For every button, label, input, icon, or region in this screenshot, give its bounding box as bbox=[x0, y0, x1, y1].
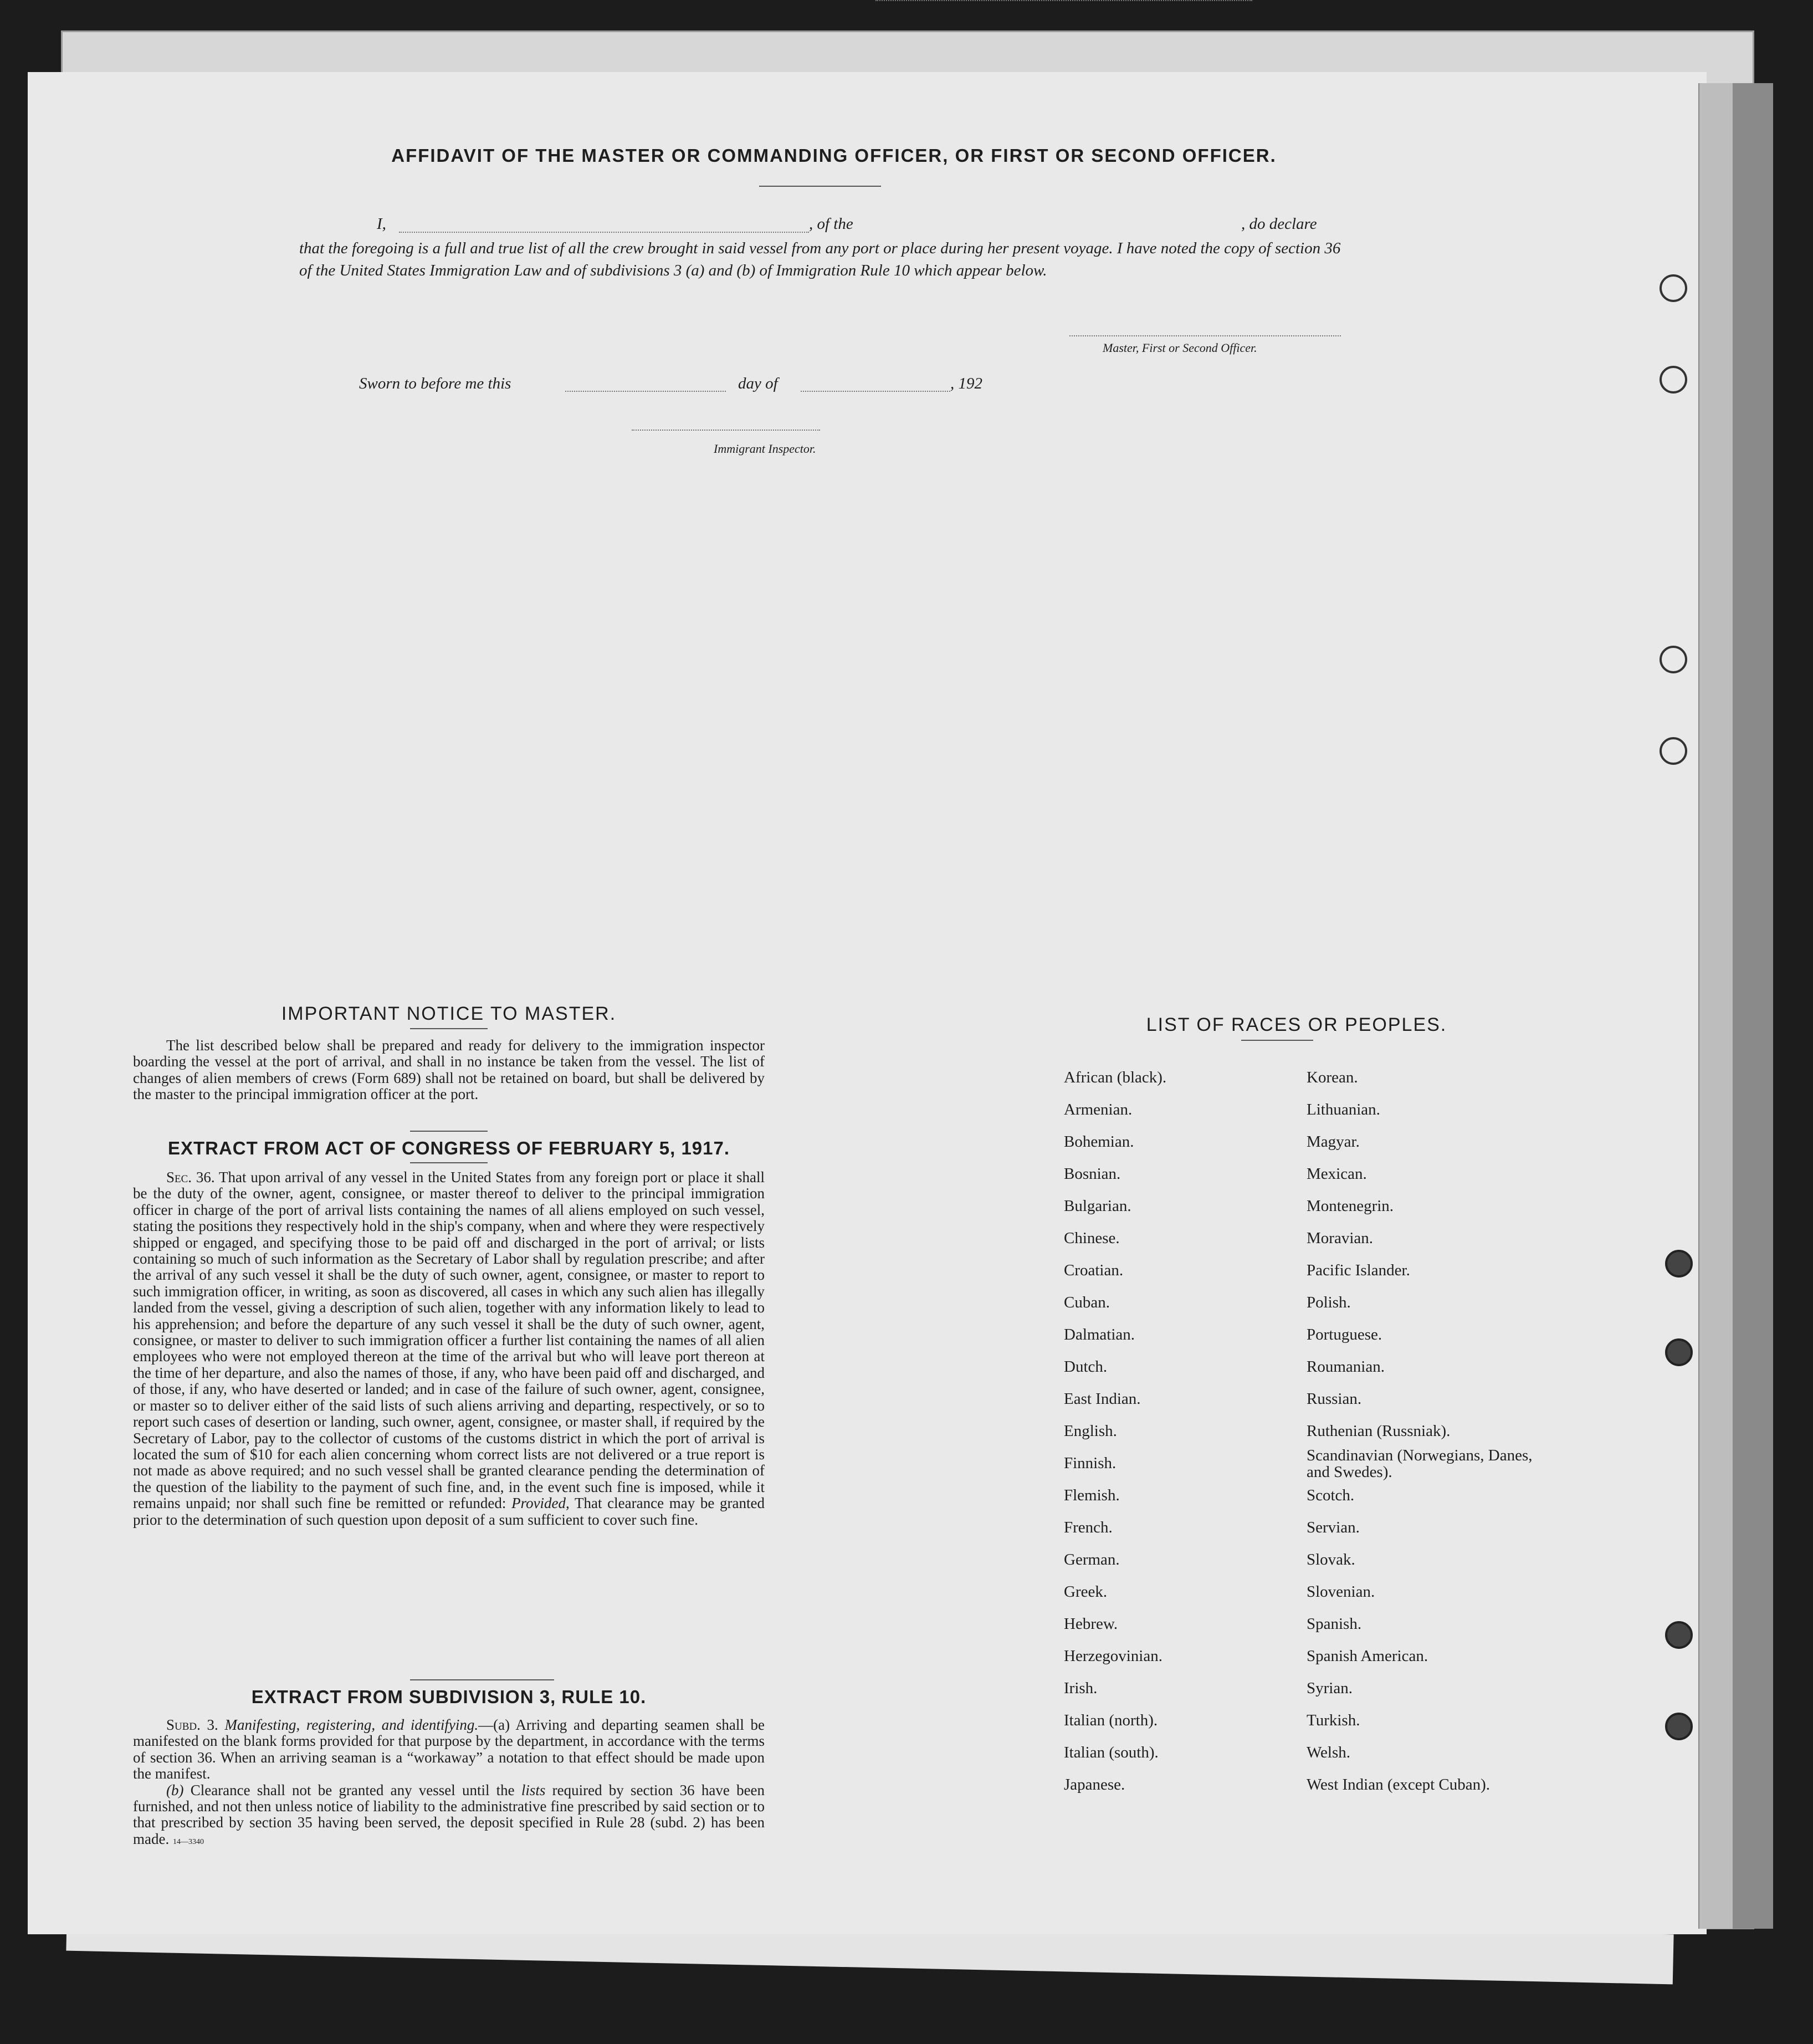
sworn-month-field[interactable] bbox=[801, 391, 950, 392]
act-extract-title: EXTRACT FROM ACT OF CONGRESS OF FEBRUARY 5, 1917. bbox=[167, 1138, 730, 1158]
affidavit-i: I, bbox=[377, 215, 386, 233]
affidavit-title: AFFIDAVIT OF THE MASTER OR COMMANDING OFFICER, OR FIRST OR SECOND OFFICER. bbox=[391, 145, 1277, 166]
officer-signature-label: Master, First or Second Officer. bbox=[1103, 341, 1257, 355]
race-item: Greek. bbox=[1064, 1583, 1108, 1601]
punch-hole-icon bbox=[1660, 274, 1687, 302]
affidavit-body: that the foregoing is a full and true list of all the crew brought in said vessel from any port or place during her present voyage. I have noted the copy of section 36 of the United States Immigration Law and of subdivisions 3 (a) and (b) of Immigration Rule 10 which appear below. bbox=[299, 239, 1341, 279]
act-extract-body bbox=[133, 1169, 765, 1528]
sworn-text: Sworn to before me this bbox=[359, 375, 511, 392]
race-item: Japanese. bbox=[1064, 1776, 1125, 1793]
race-item: Syrian. bbox=[1307, 1679, 1353, 1697]
para-b-mark: (b) bbox=[166, 1781, 184, 1798]
race-item: Lithuanian. bbox=[1307, 1101, 1380, 1118]
race-item: Turkish. bbox=[1307, 1711, 1360, 1729]
race-item: Italian (south). bbox=[1064, 1744, 1159, 1761]
affidavit-vessel-field[interactable] bbox=[875, 0, 1252, 1]
race-item: African (black). bbox=[1064, 1069, 1167, 1086]
section-label: Sec. 36. bbox=[166, 1169, 215, 1185]
race-item: German. bbox=[1064, 1551, 1120, 1568]
race-item: Dalmatian. bbox=[1064, 1326, 1135, 1343]
race-item: Bosnian. bbox=[1064, 1165, 1121, 1183]
para-b-end: required by section 36 have been furnished, and not then unless notice of liability to the administrative fine prescribed by said section or to that prescribed by section 35 having been served, the deposit specified in Rule 28 (subd. 2) has been made. bbox=[133, 1781, 765, 1847]
race-item: Scotch. bbox=[1307, 1486, 1355, 1504]
inspector-label: Immigrant Inspector. bbox=[714, 442, 816, 456]
race-item: Welsh. bbox=[1307, 1744, 1351, 1761]
sworn-day-of: day of bbox=[738, 375, 778, 392]
races-list-left bbox=[1064, 1061, 1166, 1801]
races-list-right bbox=[1307, 1061, 1550, 1801]
race-item: Polish. bbox=[1307, 1294, 1351, 1311]
rule-extract-title: EXTRACT FROM SUBDIVISION 3, RULE 10. bbox=[251, 1687, 647, 1707]
page-edge bbox=[1698, 83, 1733, 1929]
form-number: 14—3340 bbox=[172, 1837, 204, 1846]
race-item: Moravian. bbox=[1307, 1229, 1373, 1247]
race-item: Hebrew. bbox=[1064, 1615, 1118, 1633]
act-provided: Provided, bbox=[511, 1495, 570, 1512]
race-item: Servian. bbox=[1307, 1519, 1360, 1536]
act-text: That upon arrival of any vessel in the United States from any foreign port or place it shall be the duty of the owner, agent, consignee, or master thereof to deliver to the principal immigration officer in charge of the port of arrival lists containing the names of all aliens employed on such vessel, stating the positions they respectively hold in the ship's company, when and where they were respectively shipped or engaged, and specifying those to be paid off and discharged in the port of arrival; or lists containing so much of such information as the Secretary of Labor shall by regulation prescribe; and after the arrival of any such vessel it shall be the duty of such owner, agent, consignee, or master to report to such immigration officer, in writing, as soon as discovered, all cases in which any such alien has illegally landed from the vessel, giving a description of such alien, together with any information likely to lead to his apprehension; and before the departure of any such vessel it shall be the duty of such owner, agent, consignee, or master to deliver to such immigration officer a further list containing the names of all alien employees who were not employed thereon at the time of the arrival but who will leave port thereon at the time of her departure, and also the names of those, if any, who have been paid off and discharged, and of those, if any, who have deserted or landed; and in case of the failure of such owner, agent, consignee, or master so to deliver either of the said lists of such aliens arriving and departing, respectively, or so to report such cases of desertion or landing, such owner, agent, consignee, or master shall, if required by the Secretary of Labor, pay to the collector of customs of the customs district in which the port of arrival is located the sum of $10 for each alien concerning whom correct lists are not delivered or a true report is not made as above required; and no such vessel shall be granted clearance pending the determination of the question of the liability to the payment of such fine, and, in the event such fine is imposed, while it remains unpaid; nor shall such fine be remitted or refunded: bbox=[133, 1169, 765, 1512]
race-item: Roumanian. bbox=[1307, 1358, 1385, 1376]
race-item: Italian (north). bbox=[1064, 1711, 1158, 1729]
officer-signature-line[interactable] bbox=[1069, 335, 1341, 336]
race-item: Mexican. bbox=[1307, 1165, 1367, 1183]
sworn-year: , 192 bbox=[950, 375, 982, 392]
punch-hole-icon bbox=[1665, 1621, 1693, 1649]
punch-hole-icon bbox=[1665, 1338, 1693, 1366]
race-item: Pacific Islander. bbox=[1307, 1261, 1410, 1279]
race-item: Bohemian. bbox=[1064, 1133, 1134, 1151]
race-item: Flemish. bbox=[1064, 1486, 1120, 1504]
punch-hole-icon bbox=[1660, 737, 1687, 765]
race-item: Dutch. bbox=[1064, 1358, 1108, 1376]
race-item: Croatian. bbox=[1064, 1261, 1124, 1279]
section-divider bbox=[410, 1131, 488, 1132]
punch-hole-icon bbox=[1660, 366, 1687, 394]
act-text-end: That clearance may be granted prior to the determination of such question upon deposit of a sum sufficient to cover such fine. bbox=[133, 1495, 765, 1528]
race-item: Montenegrin. bbox=[1307, 1197, 1394, 1215]
notice-divider bbox=[410, 1028, 488, 1029]
punch-hole-icon bbox=[1665, 1713, 1693, 1740]
para-a-text: Arriving and departing seamen shall be manifested on the blank forms provided for that purpose by the department, in accordance with the terms of section 36. When an arriving seaman is a “workaway” a notation to that effect should be made upon the manifest. bbox=[133, 1716, 765, 1782]
race-item: Ruthenian (Russniak). bbox=[1307, 1422, 1451, 1440]
notice-body bbox=[133, 1038, 765, 1103]
race-item: Cuban. bbox=[1064, 1294, 1110, 1311]
act-end-divider bbox=[410, 1679, 554, 1680]
race-item: Spanish. bbox=[1307, 1615, 1362, 1633]
punch-hole-icon bbox=[1660, 646, 1687, 673]
para-b-lists: lists bbox=[521, 1781, 546, 1798]
affidavit-declare: , do declare bbox=[1241, 215, 1317, 233]
race-item: Herzegovinian. bbox=[1064, 1647, 1162, 1665]
race-item: English. bbox=[1064, 1422, 1117, 1440]
sworn-day-field[interactable] bbox=[565, 391, 726, 392]
para-b-start: Clearance shall not be granted any vessel until the bbox=[190, 1781, 515, 1798]
race-item: Chinese. bbox=[1064, 1229, 1120, 1247]
race-item: Scandinavian (Norwegians, Danes, and Swedes). bbox=[1307, 1447, 1533, 1481]
race-item: Portuguese. bbox=[1307, 1326, 1382, 1343]
race-item: West Indian (except Cuban). bbox=[1307, 1776, 1491, 1793]
race-item: Bulgarian. bbox=[1064, 1197, 1131, 1215]
inspector-signature-line[interactable] bbox=[632, 430, 820, 431]
race-item: Irish. bbox=[1064, 1679, 1098, 1697]
races-divider bbox=[1241, 1040, 1313, 1041]
act-divider bbox=[410, 1162, 488, 1163]
subd-heading: Manifesting, registering, and identifying. bbox=[224, 1716, 479, 1733]
punch-hole-icon bbox=[1665, 1250, 1693, 1278]
affidavit-name-field[interactable] bbox=[399, 232, 809, 233]
race-item: East Indian. bbox=[1064, 1390, 1141, 1408]
race-item: Spanish American. bbox=[1307, 1647, 1428, 1665]
subd-label: Subd. 3. bbox=[166, 1716, 218, 1733]
race-item: Slovak. bbox=[1307, 1551, 1355, 1568]
rule-extract-body bbox=[133, 1717, 765, 1850]
title-divider bbox=[759, 186, 881, 187]
race-item: Magyar. bbox=[1307, 1133, 1360, 1151]
affidavit-of-the: , of the bbox=[809, 215, 853, 233]
notice-text: The list described below shall be prepared and ready for delivery to the immigration inspector boarding the vessel at the port of arrival, and shall in no instance be taken from the vessel. The list of changes of alien members of crews (Form 689) shall not be retained on board, but shall be delivered by the master to the principal immigration officer at the port. bbox=[133, 1037, 765, 1103]
races-title: LIST OF RACES OR PEOPLES. bbox=[1146, 1014, 1447, 1035]
race-item: Korean. bbox=[1307, 1069, 1358, 1086]
notice-title: IMPORTANT NOTICE TO MASTER. bbox=[281, 1003, 617, 1024]
para-a-mark: —(a) bbox=[478, 1716, 510, 1733]
race-item: Finnish. bbox=[1064, 1454, 1117, 1472]
race-item: French. bbox=[1064, 1519, 1113, 1536]
race-item: Armenian. bbox=[1064, 1101, 1133, 1118]
race-item: Slovenian. bbox=[1307, 1583, 1375, 1601]
race-item: Russian. bbox=[1307, 1390, 1362, 1408]
